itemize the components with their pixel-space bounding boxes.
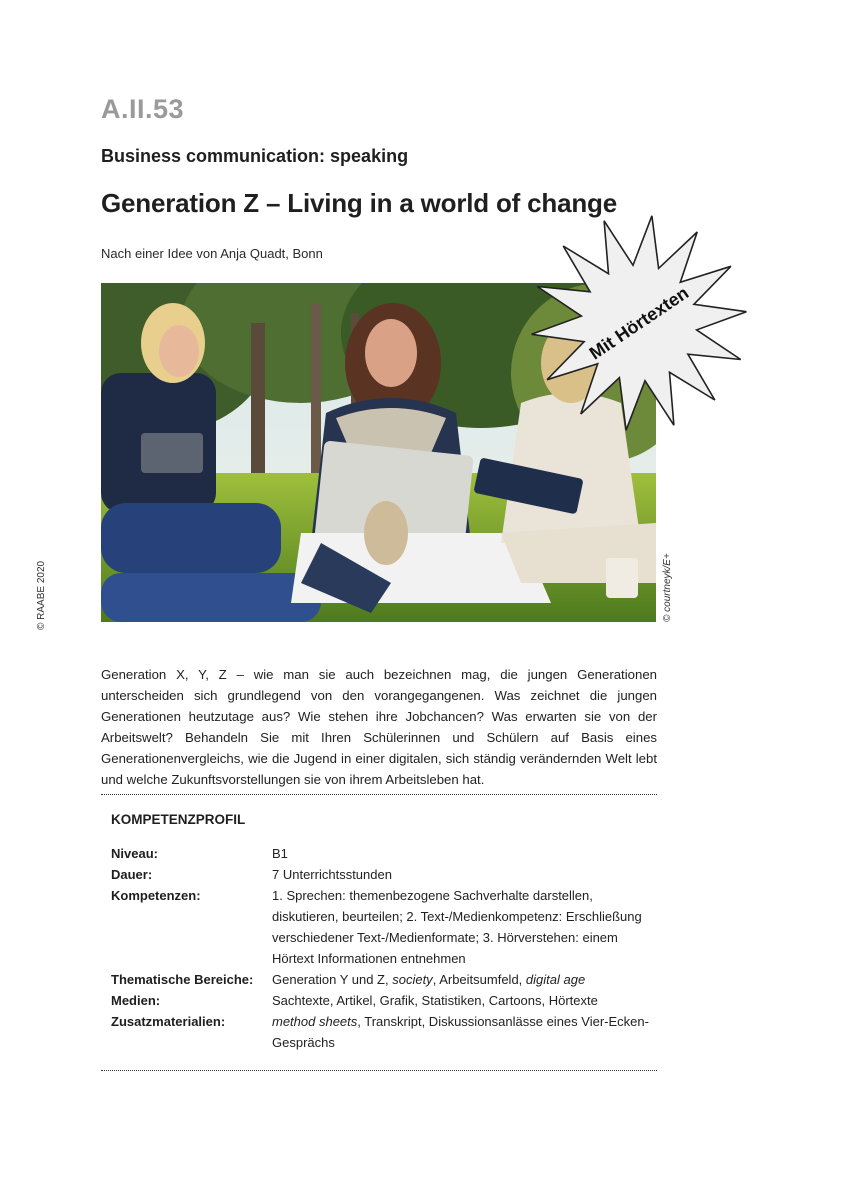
kompetenzen-value: 1. Sprechen: themenbezogene Sachverhalte darstellen, diskutieren, beurteilen; 2. Text-/Medienkompetenz: Erschließung verschiedener Text-/Medienformate; 3. Hörverstehen: einem Hörtext Informationen entnehmen <box>272 888 642 966</box>
profile-row-niveau <box>111 843 651 864</box>
zusatz-part-italic: method sheets <box>272 1014 358 1029</box>
bereiche-value <box>272 969 651 990</box>
divider-bottom <box>101 1070 657 1071</box>
audio-badge-label: Mit Hörtexten <box>585 282 692 364</box>
copyright-notice: © RAABE 2020 <box>36 560 47 630</box>
profile-row-kompetenzen <box>111 885 651 969</box>
profile-row-medien <box>111 990 651 1011</box>
medien-value: Sachtexte, Artikel, Grafik, Statistiken, Cartoons, Hörtexte <box>272 993 598 1008</box>
divider-top <box>101 794 657 795</box>
bereiche-part-italic: society <box>392 972 433 987</box>
dauer-label: Dauer: <box>111 867 153 882</box>
bereiche-label: Thematische Bereiche: <box>111 972 254 987</box>
profile-row-dauer <box>111 864 651 885</box>
medien-label: Medien: <box>111 993 161 1008</box>
niveau-value: B1 <box>272 846 288 861</box>
zusatz-value <box>272 1011 651 1053</box>
photo-credit: © courtneyk/E+ <box>662 553 673 622</box>
profile-heading: KOMPETENZPROFIL <box>111 812 246 827</box>
audio-badge <box>528 212 750 434</box>
kompetenzen-label: Kompetenzen: <box>111 888 201 903</box>
zusatz-label: Zusatzmaterialien: <box>111 1014 226 1029</box>
profile-row-zusatz <box>111 1011 651 1053</box>
author-line: Nach einer Idee von Anja Quadt, Bonn <box>101 246 323 261</box>
profile-row-bereiche <box>111 969 651 990</box>
niveau-label: Niveau: <box>111 846 158 861</box>
zusatz-part: , Transkript, Diskussionsanlässe eines Vier-Ecken-Gesprächs <box>272 1014 649 1050</box>
bereiche-part: Generation Y und Z, <box>272 972 393 987</box>
bereiche-part: , Arbeitsumfeld, <box>432 972 526 987</box>
document-code: A.II.53 <box>101 94 185 124</box>
competence-profile <box>111 812 651 1053</box>
bereiche-part-italic: digital age <box>525 972 586 987</box>
page-title: Generation Z – Living in a world of change <box>101 188 617 218</box>
subject-heading: Business communication: speaking <box>101 146 409 166</box>
intro-paragraph: Generation X, Y, Z – wie man sie auch bezeichnen mag, die jungen Generationen unterscheiden sich grundlegend von den vorangegangenen. Was zeichnet die jungen Generationen heutzutage aus? Wie stehen ihre Jobchancen? Was erwarten sie von der Arbeitswelt? Behandeln Sie mit Ihren Schülerinnen und Schülern auf Basis eines Generationenvergleichs, wie die Jugend in einer digitalen, sich ständig verändernden Welt lebt und welche Zukunftsvorstellungen sie von ihrem Arbeitsleben hat. <box>101 667 657 787</box>
dauer-value: 7 Unterrichtsstunden <box>272 867 392 882</box>
